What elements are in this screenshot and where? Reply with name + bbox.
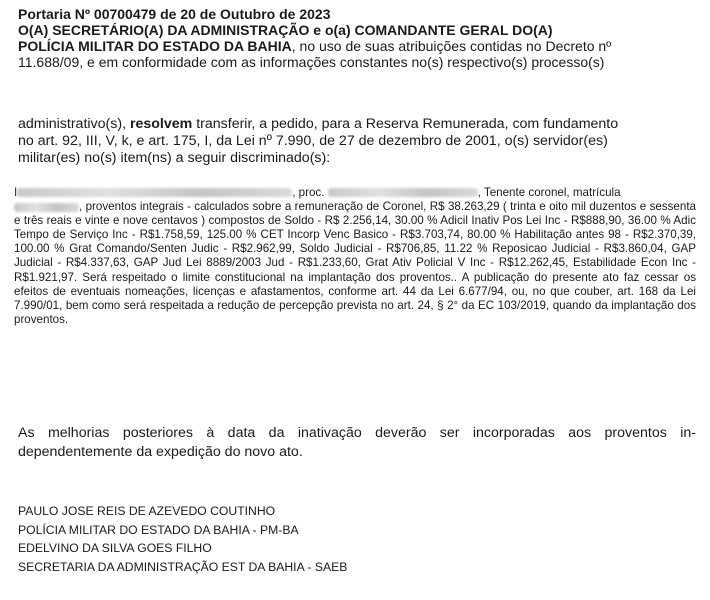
redacted-registration	[14, 203, 79, 212]
authority-pm-name: POLÍCIA MILITAR DO ESTADO DA BAHIA	[18, 38, 292, 54]
rank-text: , Tenente coronel, matrícula	[477, 186, 621, 199]
resolution-line-2: no art. 92, III, V, k, e art. 175, I, da Lei nº 7.990, de 27 de dezembro de 2001, o(s) servidor(es)	[18, 133, 608, 149]
resolvem-keyword: resolvem	[129, 116, 193, 132]
resolution-text-b: transferir, a pedido, para a Reserva Remunerada, com fundamento	[192, 116, 619, 132]
redacted-name	[17, 188, 292, 197]
portaria-title: Portaria Nº 00700479 de 20 de Outubro de 2023	[18, 6, 331, 22]
improvements-paragraph: As melhorias posteriores à data da inativação deverão ser incorporadas aos proventos in-dependentemente da expedição do novo ato.	[18, 425, 696, 460]
signatures-block	[18, 502, 696, 576]
resolution-paragraph	[18, 116, 696, 167]
signature-name: EDELVINO DA SILVA GOES FILHO	[18, 541, 212, 556]
resolution-text-a: administrativo(s),	[18, 116, 130, 132]
authority-line-continued	[18, 38, 696, 54]
signature-name: PAULO JOSE REIS DE AZEVEDO COUTINHO	[18, 504, 276, 518]
item-start: I	[14, 186, 18, 199]
signature-organization: POLÍCIA MILITAR DO ESTADO DA BAHIA - PM-BA	[18, 522, 299, 537]
redacted-process-number	[328, 188, 478, 197]
authority-conformity-line: 11.688/09, e em conformidade com as informações constantes no(s) respectivo(s) processo(s)	[18, 54, 605, 70]
authority-decree-text: , no uso de suas atribuições contidas no Decreto nº	[291, 38, 612, 54]
resolution-line-1	[18, 116, 696, 133]
resolution-line-3: militar(es) no(s) item(ns) a seguir discriminado(s):	[18, 150, 331, 166]
authority-line: O(A) SECRETÁRIO(A) DA ADMINISTRAÇÃO e o(a) COMANDANTE GERAL DO(A)	[18, 22, 553, 38]
portaria-header	[18, 6, 696, 70]
proc-label: , proc.	[292, 186, 328, 199]
servant-item	[14, 186, 696, 327]
item-body-text: , proventos integrais - calculados sobre a remuneração de Coronel, R$ 38.263,29 ( trinta e oito mil duzentos e sessenta e três reais e vinte e nove centavos ) compostos de Soldo - R$ 2.256,14, 30.00 % Adicil Inativ Pos Lei Inc - R$888,90, 36.00 % Adic Tempo de Serviço Inc - R$1.758,59, 125.00 % CET Incorp Venc Basico - R$3.703,74, 80.00 % Habilitação antes 98 - R$2.370,39, 100.00 % Grat Comando/Senten Judic - R$2.962,99, Soldo Judicial - R$706,85, 11.22 % Reposicao Judicial - R$3.860,04, GAP Judicial - R$4.337,63, GAP Jud Lei 8889/2003 Jud - R$1.233,60, Grat Ativ Policial V Inc - R$12.262,45, Estabilidade Econ Inc - R$1.921,97. Será respeitado o limite constitucional na implantação dos proventos.. A publicação do presente ato faz cessar os efeitos de eventuais nomeações, licenças e afastamentos, conforme art. 44 da Lei 6.677/94, ou, no que couber, art. 168 da Lei 7.990/01, bem como será respeitada a redução de percepção prevista no art. 24, § 2° da EC 103/2019, quando da implantação dos proventos.	[14, 200, 696, 326]
signature-organization: SECRETARIA DA ADMINISTRAÇÃO EST DA BAHIA - SAEB	[18, 559, 348, 574]
